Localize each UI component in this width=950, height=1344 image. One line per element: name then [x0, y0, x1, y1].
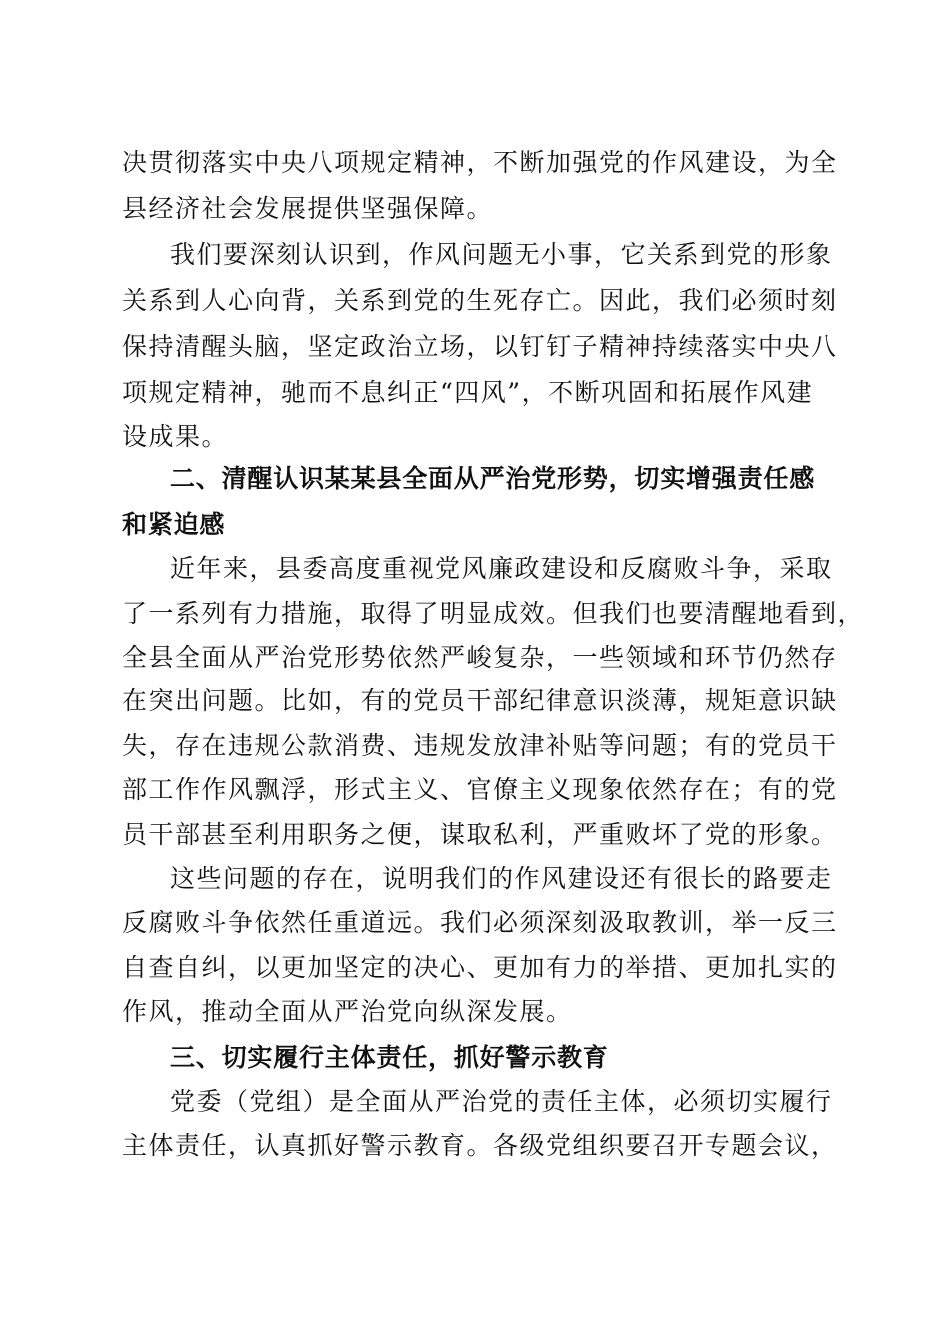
text-line: 决贯彻落实中央八项规定精神，不断加强党的作风建设，为全 — [122, 148, 838, 177]
text-line: 设成果。 — [122, 422, 229, 451]
text-line: 了一系列有力措施，取得了明显成效。但我们也要清醒地看到， — [122, 599, 865, 628]
text-line: 反腐败斗争依然任重道远。我们必须深刻汲取教训，举一反三 — [122, 908, 838, 937]
text-line: 项规定精神，驰而不息纠正“四风”，不断巩固和拓展作风建 — [122, 378, 814, 407]
paragraph-first-line: 党委（党组）是全面从严治党的责任主体，必须切实履行 — [170, 1087, 833, 1116]
text-line: 主体责任，认真抓好警示教育。各级党组织要召开专题会议， — [122, 1131, 838, 1160]
section-heading-3: 三、切实履行主体责任，抓好警示教育 — [170, 1043, 609, 1072]
text-line: 自查自纠，以更加坚定的决心、更加有力的举措、更加扎实的 — [122, 953, 838, 982]
section-heading-2-continued: 和紧迫感 — [122, 510, 226, 539]
paragraph-first-line: 我们要深刻认识到，作风问题无小事，它关系到党的形象 — [170, 240, 833, 269]
text-line: 员干部甚至利用职务之便，谋取私利，严重败坏了党的形象。 — [122, 820, 838, 849]
paragraph-first-line: 近年来，县委高度重视党风廉政建设和反腐败斗争，采取 — [170, 554, 833, 583]
text-line: 作风，推动全面从严治党向纵深发展。 — [122, 997, 573, 1026]
text-line: 全县全面从严治党形势依然严峻复杂，一些领域和环节仍然存 — [122, 643, 838, 672]
text-line: 县经济社会发展提供坚强保障。 — [122, 194, 494, 223]
paragraph-first-line: 这些问题的存在，说明我们的作风建设还有很长的路要走 — [170, 864, 833, 893]
text-line: 保持清醒头脑，坚定政治立场，以钉钉子精神持续落实中央八 — [122, 332, 838, 361]
text-line: 关系到人心向背，关系到党的生死存亡。因此，我们必须时刻 — [122, 286, 838, 315]
text-line: 在突出问题。比如，有的党员干部纪律意识淡薄，规矩意识缺 — [122, 686, 838, 715]
section-heading-2: 二、清醒认识某某县全面从严治党形势，切实增强责任感 — [170, 464, 816, 493]
text-line: 失，存在违规公款消费、违规发放津补贴等问题；有的党员干 — [122, 731, 838, 760]
text-line: 部工作作风飘浮，形式主义、官僚主义现象依然存在；有的党 — [122, 775, 838, 804]
